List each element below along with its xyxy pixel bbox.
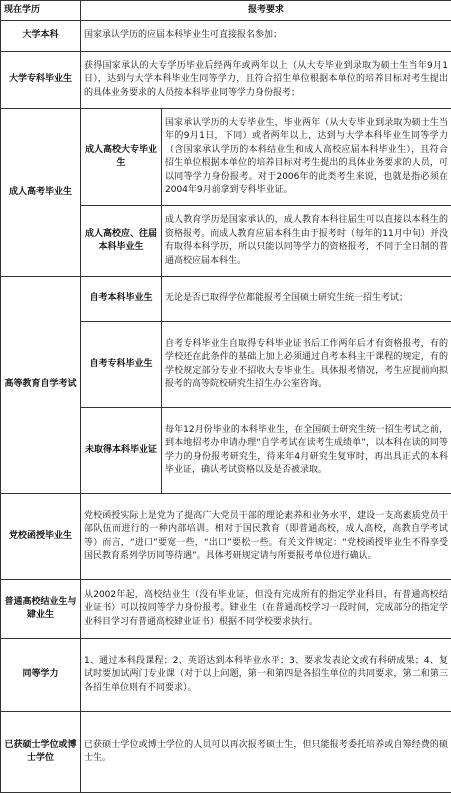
label-junior-college: 大学专科毕业生 <box>1 52 81 109</box>
row-adult-college <box>1 109 451 206</box>
text-self-study-associate: 自考专科毕业生自取得专科毕业证书后工作两年后才有资格报考，有的学校还在此条件的基础上加上必须通过自考本科主干课程的规定，有的学校规定部分专业不招收大专毕业生。具体报考情况，考生应提前向拟报考的高等院校研究生招生办公室咨询。 <box>162 322 451 408</box>
text-self-study-bachelor: 无论是否已取得学位都能报考全国硕士研究生统一招生考试； <box>162 277 451 322</box>
text-incomplete: 从2002年起，高校结业生（没有毕业证，但没有完成所有的指定学业科目，有普通高校结业证书）可以按同等学力身份报考。肄业生（在普通高校学习一段时间，完成部分的指定学业科目学习有普通高校肄业证书）根据不同学校要求执行。 <box>81 580 451 639</box>
row-has-degree <box>1 712 451 793</box>
header-current-education: 现在学历 <box>1 1 81 21</box>
label-adult-college: 成人高校大专毕业生 <box>81 109 162 206</box>
row-junior-college <box>1 52 451 109</box>
text-adult-undergrad: 成人教育学历是国家承认的，成人教育本科往届生可以直接以本科生的资格报考。而成人教育应届本科生由于报考时（每年的11月中旬）并没有取得本科学历，所以只能以同等学力的资格报考，不同于全日制的普通高校应届本科生。 <box>162 206 451 277</box>
row-equivalent <box>1 639 451 712</box>
text-equivalent: 1、通过本科段课程；2、英语达到本科毕业水平；3、要求发表论文或有科研成果；4、复试时要加试两门专业课（对于以上问题，第一和第四是各招生单位的共同要求，第二和第三各招生单位则有不同要求）。 <box>81 639 451 712</box>
text-undergrad: 国家承认学历的应届本科毕业生可直接报名参加； <box>81 21 451 52</box>
label-self-study-associate: 自考专科毕业生 <box>81 322 162 408</box>
row-party-school <box>1 494 451 580</box>
text-self-study-pending: 每年12月份毕业的本科毕业生，在全国硕士研究生统一招生考试之前，到本地招考办申请办理“自学考试在读考生成绩单”，以本科在读的同等学力的身份报考研究生，待来年4月研究生复审时，再出具正式的本科毕业证，确认考试资格以及是否被录取。 <box>162 408 451 494</box>
row-self-study-bachelor <box>1 277 451 322</box>
label-party-school: 党校函授毕业生 <box>1 494 81 580</box>
text-junior-college: 获得国家承认的大专学历毕业后经两年或两年以上（从大专毕业到录取为硕士生当年9月1日），达到与大学本科毕业生同等学力，且符合招生单位根据本单位的培养目标对考生提出的具体业务要求的人员按本科毕业同等学力身份报考； <box>81 52 451 109</box>
row-incomplete <box>1 580 451 639</box>
text-adult-college: 国家承认学历的大专毕业生，毕业两年（从大专毕业到录取为硕士生当年的9月1日，下同）或者两年以上，达到与大学本科毕业生同等学力（含国家承认学历的本科结业生和成人高校应届本科毕业生），且符合招生单位根据本单位的培养目标对考生提出的具体业务要求的人员，可以同等学力身份报考。对于2006年的此类考生来说，也就是指必须在2004年9月前拿到专科毕业证。 <box>162 109 451 206</box>
label-adult: 成人高考毕业生 <box>1 109 81 277</box>
label-incomplete: 普通高校结业生与肄业生 <box>1 580 81 639</box>
label-undergrad: 大学本科 <box>1 21 81 52</box>
header-requirements: 报考要求 <box>81 1 451 21</box>
header-row <box>1 1 451 21</box>
label-equivalent: 同等学力 <box>1 639 81 712</box>
label-adult-undergrad: 成人高校应、往届本科毕业生 <box>81 206 162 277</box>
row-undergrad <box>1 21 451 52</box>
label-self-study: 高等教育自学考试 <box>1 277 81 494</box>
label-self-study-pending: 未取得本科毕业证 <box>81 408 162 494</box>
text-has-degree: 已获硕士学位或博士学位的人员可以再次报考硕士生，但只能报考委托培养或自筹经费的硕士生。 <box>81 712 451 793</box>
label-has-degree: 已获硕士学位或博士学位 <box>1 712 81 793</box>
label-self-study-bachelor: 自考本科毕业生 <box>81 277 162 322</box>
text-party-school: 党校函授实际上是党为了提高广大党员干部的理论素养和业务水平，建设一支高素质党员干部队伍而进行的一种内部培训。相对于国民教育（即普通高校，成人高校，高教自学考试等）而言，“进口”要宽一些，“出口”要松一些。有关文件规定：“党校函授毕业生不得享受国民教育系列学历同等待遇”。具体考研规定请与所要报考单位进行确认。 <box>81 494 451 580</box>
